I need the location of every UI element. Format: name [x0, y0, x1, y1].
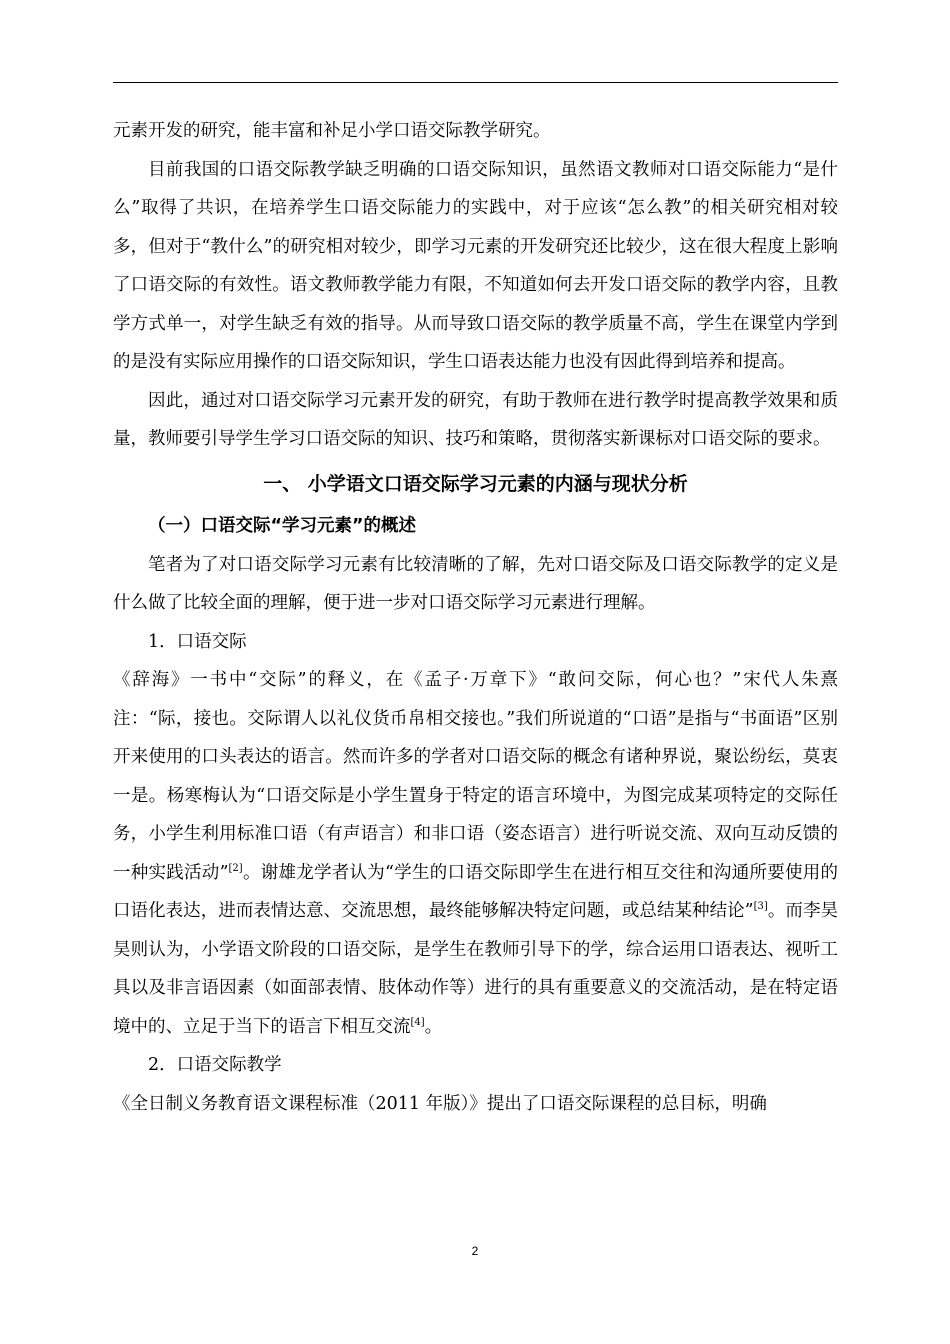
citation-ref: [2] — [228, 862, 243, 874]
paragraph: 目前我国的口语交际教学缺乏明确的口语交际知识，虽然语文教师对口语交际能力“是什么”取得了共识，在培养学生口语交际能力的实践中，对于应该“怎么教”的相关研究相对较多，但对于“教什么”的研究相对较少，即学习元素的开发研究还比较少，这在很大程度上影响了口语交际的有效性。语文教师教学能力有限，不知道如何去开发口语交际的教学内容，且教学方式单一，对学生缺乏有效的指导。从而导致口语交际的教学质量不高，学生在课堂内学到的是没有实际应用操作的口语交际知识，学生口语表达能力也没有因此得到培养和提高。 — [113, 159, 838, 372]
paragraph-text: 。谢雄龙学者认为“学生的口语交际即学生在进行相互交往和沟通所要使用的口语化表达，进而表情达意、交流思想，最终能够解决特定问题，或总结某种结论” — [113, 862, 838, 921]
paragraph: 《全日制义务教育语文课程标准（2011 年版）》提出了口语交际课程的总目标，明确 — [113, 1093, 767, 1114]
paragraph-text: 。 — [424, 1016, 443, 1037]
list-item-heading: 1．口语交际 — [148, 631, 247, 652]
paragraph-text: 《辞海》一书中“交际”的释义，在《孟子·万章下》“敢问交际，何心也？”宋代人朱熹注：“际，接也。交际谓人以礼仪货币帛相交接也。”我们所说道的“口语”是指与“书面语”区别开来使用的口头表达的语言。然而许多的学者对口语交际的概念有诸种界说，聚讼纷纭，莫衷一是。杨寒梅认为“口语交际是小学生置身于特定的语言环境中，为图完成某项特定的交际任务，小学生利用标准口语（有声语言）和非口语（姿态语言）进行听说交流、双向互动反馈的一种实践活动” — [113, 670, 838, 883]
body-text — [113, 112, 838, 1123]
paragraph: 因此，通过对口语交际学习元素开发的研究，有助于教师在进行教学时提高教学效果和质量，教师要引导学生学习口语交际的知识、技巧和策略，贯彻落实新课标对口语交际的要求。 — [113, 390, 838, 449]
citation-ref: [3] — [753, 901, 768, 912]
section-heading: 一、 小学语文口语交际学习元素的内涵与现状分析 — [263, 472, 688, 495]
subsection-heading: （一）口语交际“学习元素”的概述 — [148, 516, 417, 536]
paragraph — [113, 661, 838, 1046]
list-item-heading: 2．口语交际教学 — [148, 1055, 282, 1075]
paragraph: 笔者为了对口语交际学习元素有比较清晰的了解，先对口语交际及口语交际教学的定义是什么做了比较全面的理解，便于进一步对口语交际学习元素进行理解。 — [113, 554, 838, 613]
paragraph: 元素开发的研究，能丰富和补足小学口语交际教学研究。 — [113, 121, 551, 141]
page-number: 2 — [471, 1244, 479, 1258]
paragraph-text: 。而李昊昊则认为，小学语文阶段的口语交际，是学生在教师引导下的学，综合运用口语表达、视听工具以及非言语因素（如面部表情、肢体动作等）进行的具有重要意义的交流活动，是在特定语境中的、立足于当下的语言下相互交流 — [113, 901, 838, 1037]
citation-ref: [4] — [410, 1016, 425, 1028]
header-rule — [113, 82, 838, 83]
